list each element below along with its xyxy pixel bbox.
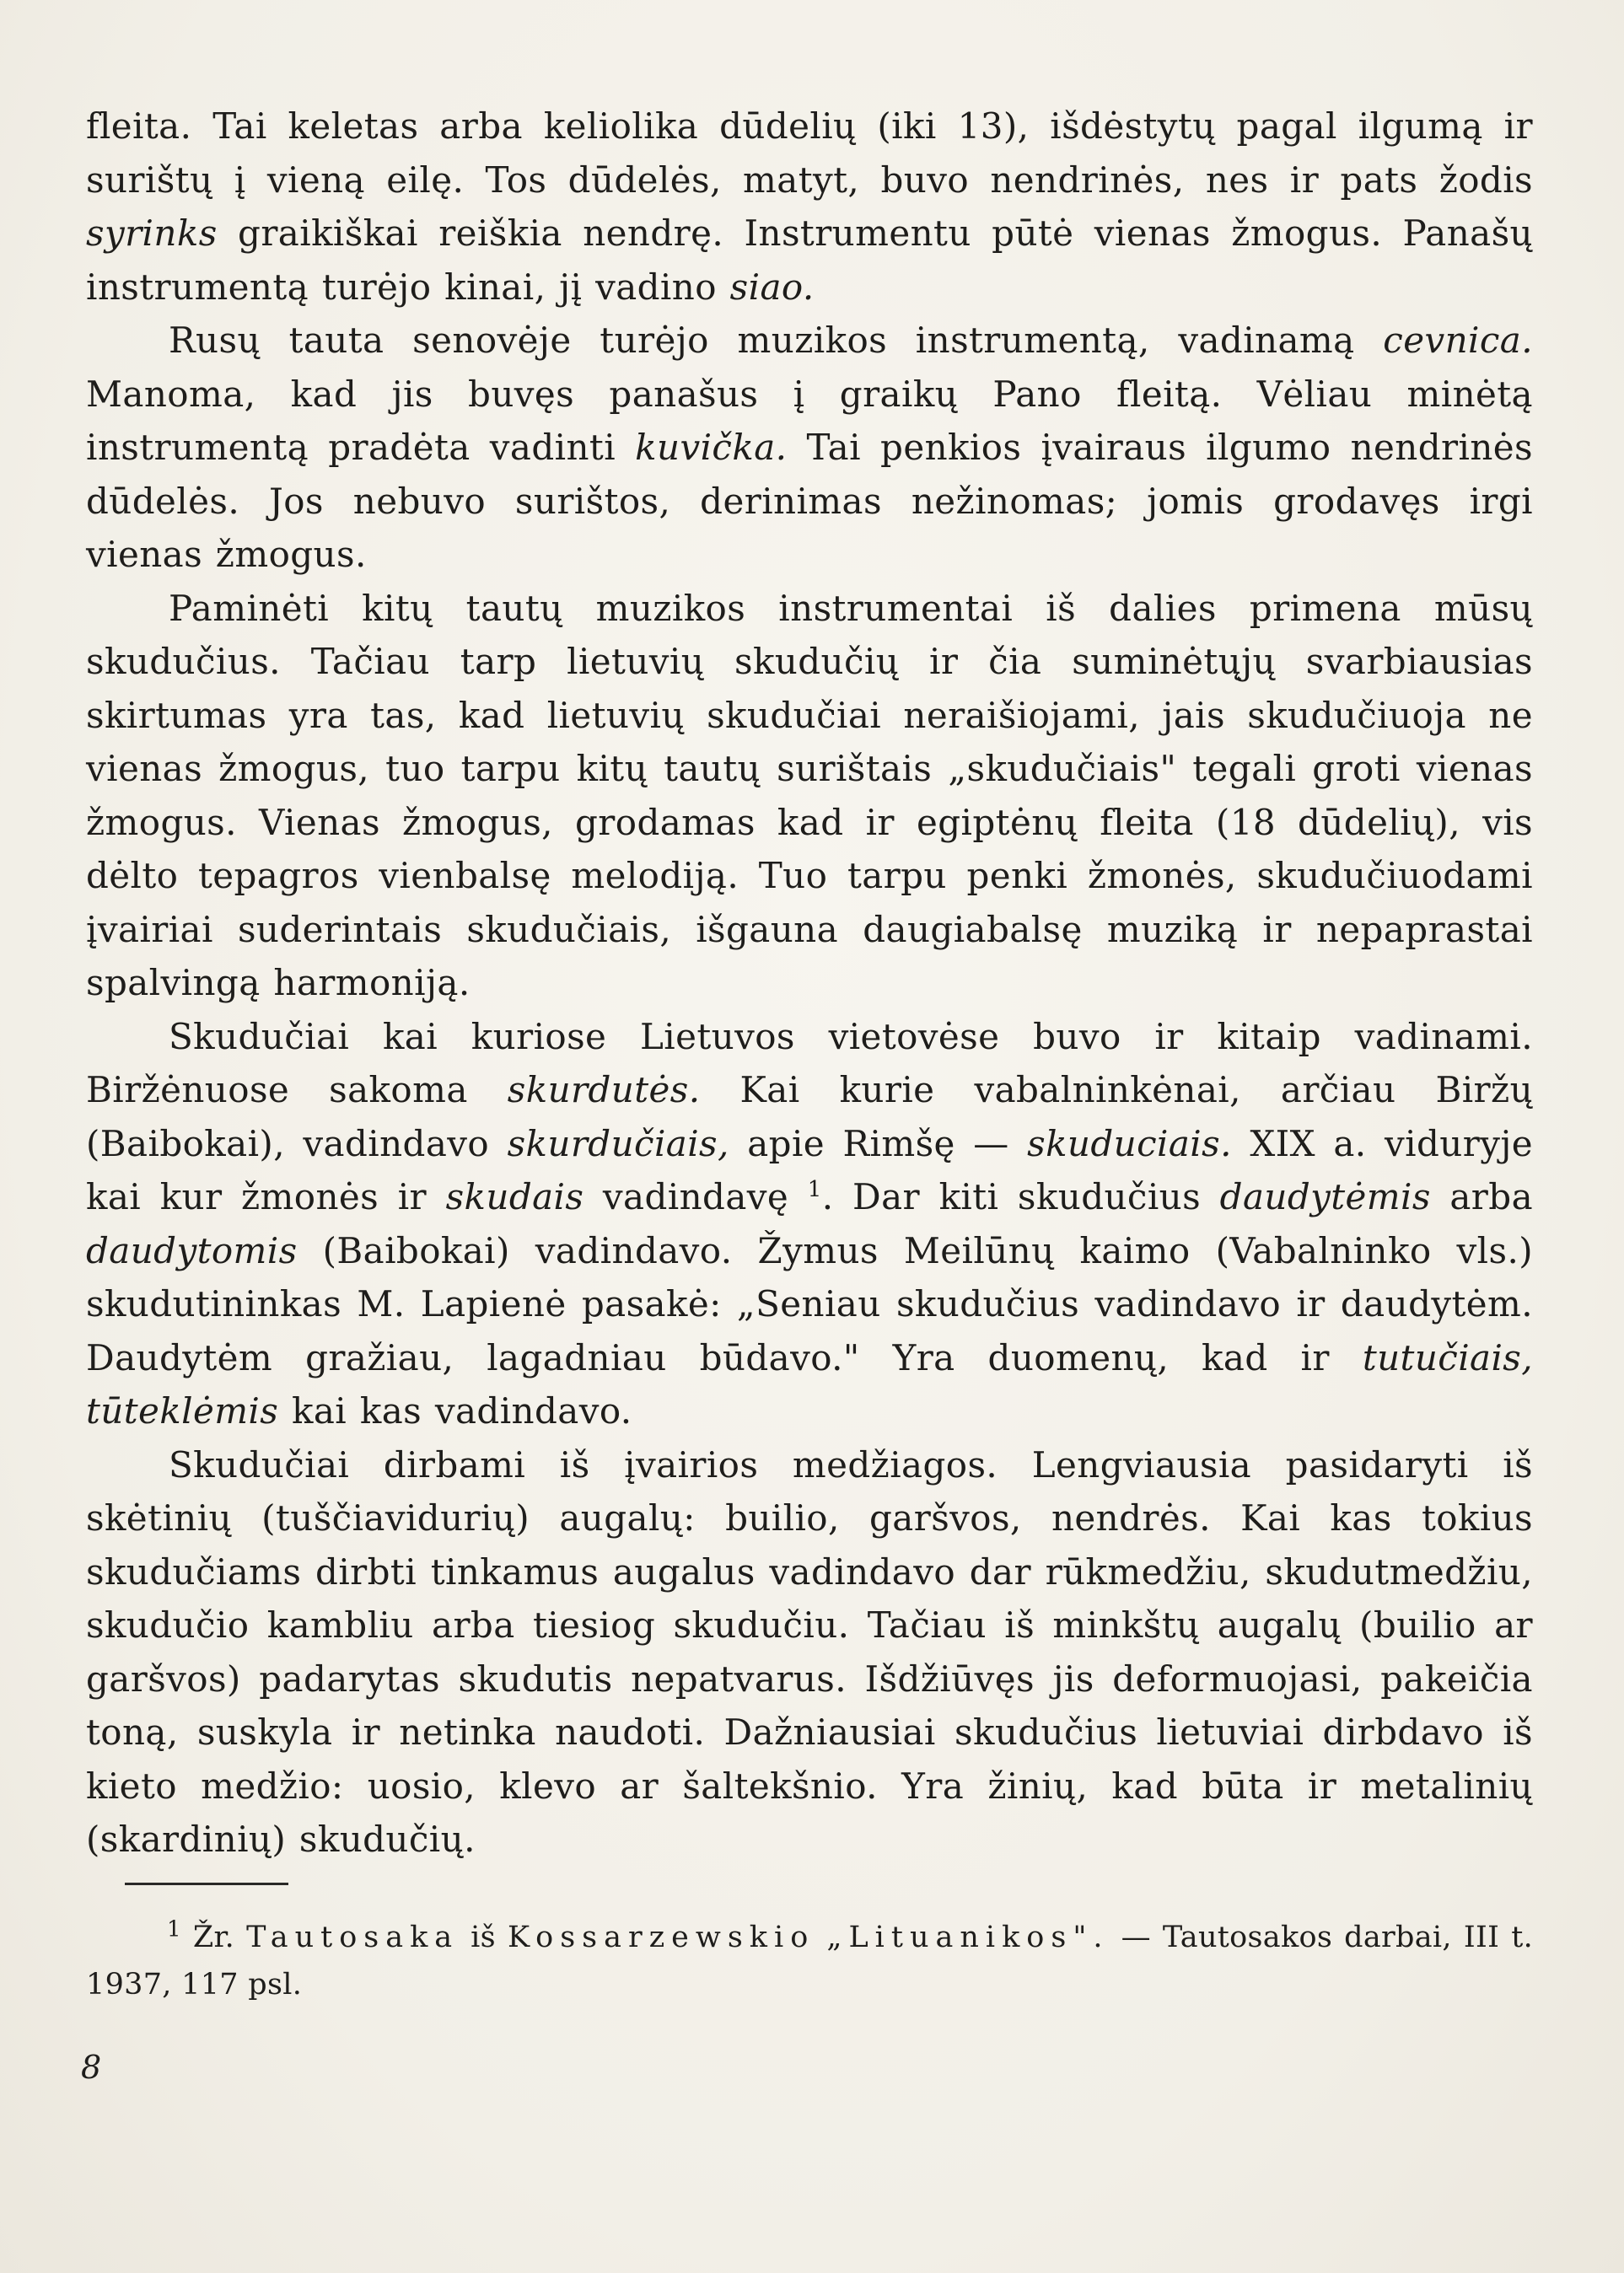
text-segment: Rusų tauta senovėje turėjo muzikos instrumentą, vadinamą bbox=[169, 320, 1384, 361]
italic-term: skudais bbox=[445, 1176, 584, 1217]
paragraph-4 bbox=[86, 1010, 1533, 1438]
footnote-marker: 1 bbox=[167, 1916, 181, 1943]
paragraph-3 bbox=[86, 582, 1533, 1010]
text-segment: arba bbox=[1430, 1176, 1534, 1217]
italic-term: daudytomis bbox=[86, 1229, 298, 1271]
text-segment: XIX a. viduryje kai kur žmonės ir bbox=[86, 1122, 1534, 1217]
paragraph-1 bbox=[86, 99, 1533, 314]
footnote-reference: 1 bbox=[807, 1177, 822, 1202]
text-segment: apie Rimšę — bbox=[729, 1122, 1028, 1164]
italic-term: tutučiais, tūteklėmis bbox=[86, 1336, 1533, 1432]
text-segment: fleita. Tai keletas arba keliolika dūdelių (iki 13), išdėstytų pagal ilgumą ir surištų į vieną eilę. Tos dūdelės, matyt, buvo nendrinės, nes ir pats žodis bbox=[86, 105, 1533, 201]
text-segment: (Baibokai) vadindavo. Žymus Meilūnų kaimo (Vabalninko vls.) skudutininkas M. Lapienė pasakė: „Seniau skudučius vadindavo ir daudytėm. Daudytėm gražiau, lagadniau būdavo." Yra duomenų, kad ir bbox=[86, 1229, 1533, 1378]
italic-term: kuvička. bbox=[635, 427, 788, 468]
text-segment: vadindavę bbox=[583, 1176, 808, 1217]
footnote-prefix: Žr. bbox=[180, 1921, 247, 1954]
footnote-spaced-title-3: „Lituanikos". bbox=[826, 1921, 1110, 1954]
italic-term: syrinks bbox=[86, 212, 218, 254]
footnote-spaced-title-1: Tautosaka bbox=[246, 1921, 460, 1954]
text-segment: graikiškai reiškia nendrę. Instrumentu pūtė vienas žmogus. Panašų instrumentą turėjo kinai, jį vadino bbox=[86, 212, 1533, 308]
footnote bbox=[86, 1914, 1533, 2008]
text-segment: Tai penkios įvairaus ilgumo nendrinės dūdelės. Jos nebuvo surištos, derinimas nežinomas; jomis grodavęs irgi vienas žmogus. bbox=[86, 427, 1533, 575]
text-segment: Kai kurie vabalninkėnai, arčiau Biržų (Baibokai), vadindavo bbox=[86, 1069, 1534, 1164]
page-number: 8 bbox=[81, 2049, 102, 2086]
body-text bbox=[86, 99, 1533, 1867]
italic-term: skurdučiais, bbox=[507, 1122, 729, 1164]
text-segment: Skudučiai kai kuriose Lietuvos vietovėse buvo ir kitaip vadinami. Biržėnuose sakoma bbox=[86, 1015, 1533, 1110]
text-segment: . Dar kiti skudučius bbox=[821, 1176, 1220, 1217]
paragraph-5 bbox=[86, 1438, 1533, 1867]
footnote-mid: iš bbox=[459, 1921, 508, 1954]
italic-term: skurdutės. bbox=[507, 1069, 701, 1110]
text-segment: Skudučiai dirbami iš įvairios medžiagos. Lengviausia pasidaryti iš skėtinių (tuščiavidurių) augalų: builio, garšvos, nendrės. Kai kas tokius skudučiams dirbti tinkamus augalus vadindavo dar rūkmedžiu, skudutmedžiu, skudučio kambliu arba tiesiog skudučiu. Tačiau iš minkštų augalų (builio ar garšvos) padarytas skudutis nepatvarus. Išdžiūvęs jis deformuojasi, pakeičia toną, suskyla ir netinka naudoti. Dažniausiai skudučius lietuviai dirbdavo iš kieto medžio: uosio, klevo ar šaltekšnio. Yra žinių, kad būta ir metalinių (skardinių) skudučių. bbox=[86, 1443, 1533, 1860]
text-segment: Paminėti kitų tautų muzikos instrumentai iš dalies primena mūsų skudučius. Tačiau tarp lietuvių skudučių ir čia suminėtųjų svarbiausias skirtumas yra tas, kad lietuvių skudučiai neraišiojami, jais skudučiuoja ne vienas žmogus, tuo tarpu kitų tautų surištais „skudučiais" tegali groti vienas žmogus. Vienas žmogus, grodamas kad ir egiptėnų fleita (18 dūdelių), vis dėlto tepagros vienbalsę melodiją. Tuo tarpu penki žmonės, skudučiuodami įvairiai suderintais skudučiais, išgauna daugiabalsę muziką ir nepaprastai spalvingą harmoniją. bbox=[86, 587, 1533, 1003]
italic-term: daudytėmis bbox=[1219, 1176, 1431, 1217]
footnote-separator bbox=[125, 1883, 288, 1885]
italic-term: cevnica. bbox=[1383, 320, 1533, 361]
italic-term: siao. bbox=[729, 266, 815, 308]
italic-term: skuduciais. bbox=[1027, 1122, 1232, 1164]
footnote-rest: — Tautosakos darbai, III t. 1937, 117 psl. bbox=[86, 1921, 1533, 2002]
text-segment: kai kas vadindavo. bbox=[278, 1390, 632, 1432]
paragraph-2 bbox=[86, 314, 1533, 582]
footnote-spaced-title-2: Kossarzewskio bbox=[507, 1921, 815, 1954]
text-segment: Manoma, kad jis buvęs panašus į graikų Pano fleitą. Vėliau minėtą instrumentą pradėta vadinti bbox=[86, 373, 1533, 468]
